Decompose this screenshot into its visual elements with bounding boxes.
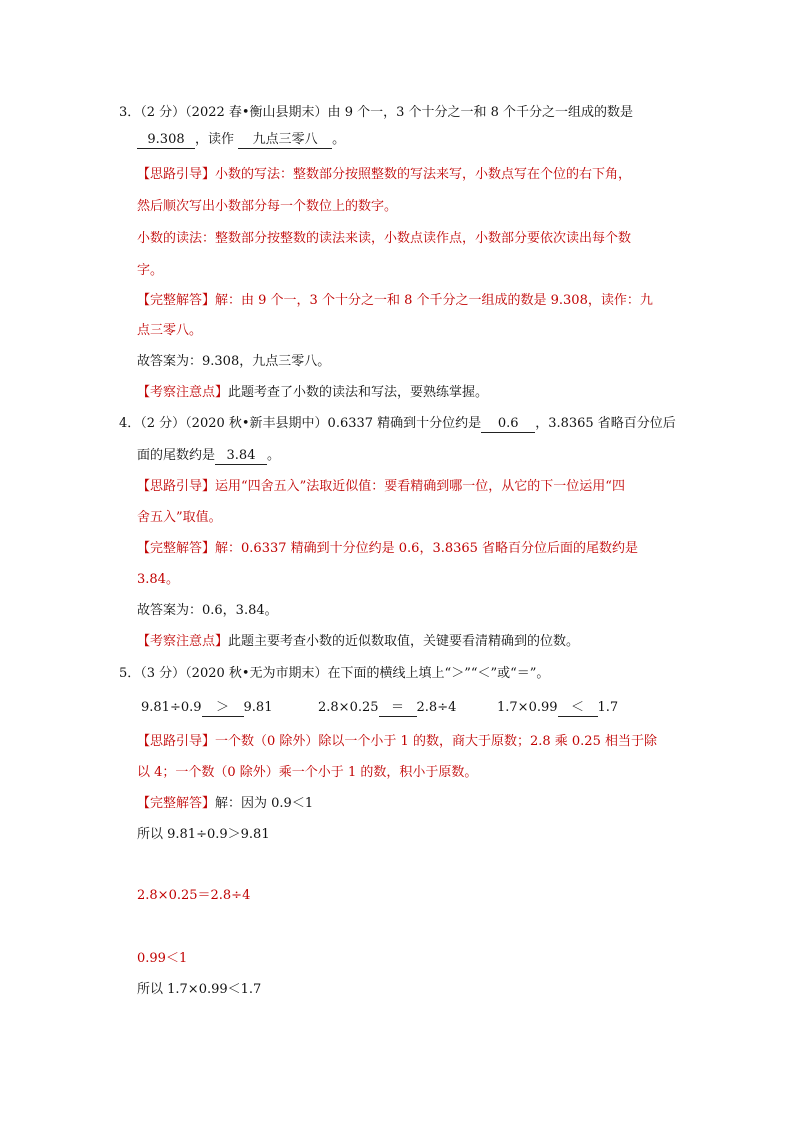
q4-hint: 【思路引导】运用“四舍五入”法取近似值：要看精确到哪一位，从它的下一位运用“四	[137, 479, 625, 494]
q5-expr-1: 9.81÷0.9 ＞ 9.81	[141, 700, 273, 715]
q3-answer: 故答案为：9.308，九点三零八。	[137, 354, 331, 369]
q5-stem: 5．（3 分）（2020 秋•无为市期末）在下面的横线上填上“＞”“＜”或“＝”。	[119, 666, 550, 681]
q5-hint-cont: 以 4；一个数（0 除外）乘一个小于 1 的数，积小于原数。	[137, 765, 478, 780]
q3-hint-cont: 然后顺次写出小数部分每一个数位上的数字。	[137, 199, 398, 214]
section-tag: 【完整解答】	[137, 293, 216, 308]
q3-hint: 【思路引导】小数的写法：整数部分按照整数的写法来写，小数点写在个位的右下角，	[137, 167, 632, 182]
q3-hint-read: 小数的读法：整数部分按整数的读法来读，小数点读作点，小数部分要依次读出每个数	[137, 231, 632, 246]
answer-blank: 9.308	[137, 132, 195, 149]
q3-solution: 【完整解答】解：由 9 个一，3 个十分之一和 8 个千分之一组成的数是 9.308，读作：九	[137, 293, 653, 308]
q4-stem-cont: 面的尾数约是 3.84 。	[137, 448, 281, 463]
q5-solution-line: 0.99＜1	[137, 951, 188, 966]
q3-solution-cont: 点三零八。	[137, 323, 203, 338]
q4-hint-cont: 舍五入”取值。	[137, 510, 222, 525]
q5-expr-2: 2.8×0.25 ＝ 2.8÷4	[318, 700, 457, 715]
answer-blank: ＜	[558, 700, 598, 717]
q5-solution-line: 所以 9.81÷0.9＞9.81	[137, 827, 270, 842]
q3-stem-blanks: 9.308 ，读作 九点三零八 。	[137, 131, 345, 149]
section-tag: 【思路引导】	[137, 167, 216, 182]
q4-answer: 故答案为：0.6，3.84。	[137, 603, 278, 618]
section-tag: 【思路引导】	[137, 734, 216, 749]
section-tag: 【考察注意点】	[137, 634, 229, 649]
q5-expr-3: 1.7×0.99 ＜ 1.7	[497, 700, 619, 715]
section-tag: 【完整解答】	[137, 541, 216, 556]
q4-solution-cont: 3.84。	[137, 572, 179, 587]
q3-note: 【考察注意点】此题考查了小数的读法和写法，要熟练掌握。	[137, 385, 489, 400]
q4-solution: 【完整解答】解：0.6337 精确到十分位约是 0.6，3.8365 省略百分位后面的尾数约是	[137, 541, 639, 556]
q4-note: 【考察注意点】此题主要考查小数的近似数取值，关键要看清精确到的位数。	[137, 634, 580, 649]
q5-solution: 【完整解答】解：因为 0.9＜1	[137, 796, 314, 811]
q3-stem: 3．（2 分）（2022 春•衡山县期末）由 9 个一，3 个十分之一和 8 个千分之一组成的数是	[119, 105, 634, 120]
q5-solution-line: 2.8×0.25＝2.8÷4	[137, 888, 251, 903]
q4-stem: 4．（2 分）（2020 秋•新丰县期中）0.6337 精确到十分位约是 0.6 ，3.8365 省略百分位后	[119, 416, 676, 431]
answer-blank: 3.84	[215, 448, 267, 465]
answer-blank: 0.6	[481, 416, 535, 433]
section-tag: 【思路引导】	[137, 479, 216, 494]
answer-blank: ＝	[379, 700, 417, 717]
q3-hint-read-cont: 字。	[137, 263, 164, 278]
q5-solution-line: 所以 1.7×0.99＜1.7	[137, 982, 262, 997]
answer-blank: 九点三零八	[238, 132, 332, 149]
section-tag: 【完整解答】	[137, 796, 216, 811]
answer-blank: ＞	[202, 700, 244, 717]
section-tag: 【考察注意点】	[137, 385, 229, 400]
q5-hint: 【思路引导】一个数（0 除外）除以一个小于 1 的数，商大于原数；2.8 乘 0.25 相当于除	[137, 734, 657, 749]
